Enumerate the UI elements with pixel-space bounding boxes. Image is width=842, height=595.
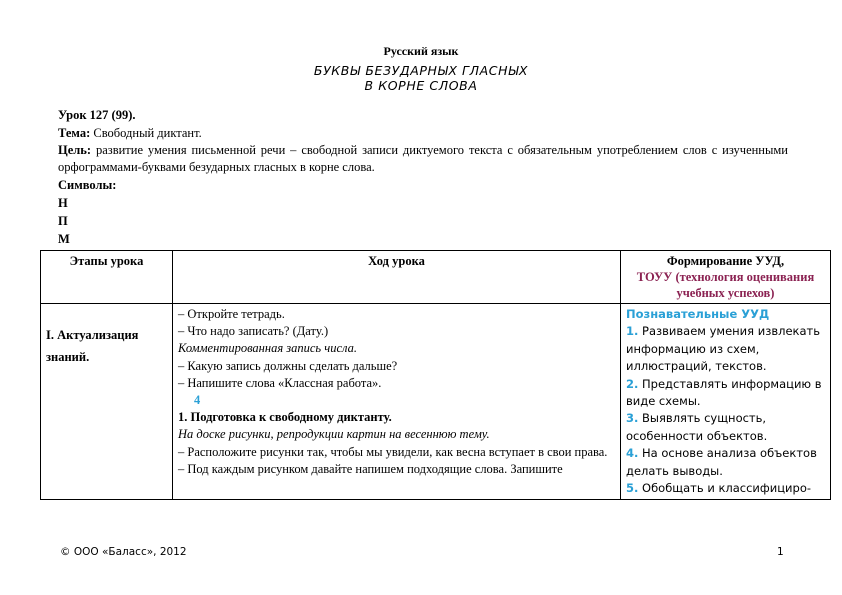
footer-copyright: © ООО «Баласс», 2012 [60, 546, 187, 558]
symbol-m: М [58, 232, 70, 246]
uud-item [626, 480, 825, 497]
symbol-p: П [58, 214, 68, 228]
uud-item-number: 2. [626, 376, 639, 391]
stage-cell: I. Актуализация знаний. [41, 304, 173, 500]
course-line: – Какую запись должны сделать дальше? [178, 358, 398, 373]
lesson-title [0, 63, 842, 93]
header-tou-label: ТОУУ (технология оценивания учебных успехов) [636, 270, 815, 300]
header-uud-label: Формирование УУД, [666, 254, 785, 268]
table-row [41, 304, 831, 500]
uud-item-number: 4. [626, 446, 639, 461]
course-line: – Что надо записать? (Дату.) [178, 324, 329, 339]
uud-item-number: 1. [626, 324, 639, 339]
course-marker-number: 4 [194, 393, 201, 408]
lesson-topic [58, 124, 788, 142]
topic-label: Тема: [58, 126, 91, 140]
course-cell [173, 304, 621, 500]
course-line: – Напишите слова «Классная работа». [178, 375, 382, 390]
course-line: На доске рисунки, репродукции картин на весеннюю тему. [178, 427, 490, 442]
course-line: Комментированная запись числа. [178, 341, 357, 356]
uud-item-text: Развиваем умения извлекать информацию из схем, иллюстраций, текстов. [626, 324, 820, 374]
goal-label: Цель: [58, 143, 92, 157]
uud-item-number: 5. [626, 481, 639, 496]
lesson-title-line-2: В КОРНЕ СЛОВА [364, 78, 478, 93]
subject-title: Русский язык [383, 44, 459, 58]
lesson-info [58, 106, 788, 248]
header-stages: Этапы урока [41, 251, 173, 304]
symbols-label: Символы: [58, 178, 117, 192]
course-line: – Под каждым рисунком давайте напишем подходящие слова. Запишите [178, 461, 563, 476]
uud-item-number: 3. [626, 411, 639, 426]
course-section-heading: 1. Подготовка к свободному диктанту. [178, 410, 392, 425]
topic-text: Свободный диктант. [93, 126, 202, 140]
uud-item-text: На основе анализа объектов делать выводы. [626, 446, 817, 478]
uud-cell [621, 304, 831, 500]
uud-item [626, 445, 825, 480]
uud-item-text: Выявлять сущность, особенности объектов. [626, 411, 768, 443]
uud-item-text: Представлять информацию в виде схемы. [626, 376, 822, 409]
lesson-goal [58, 142, 788, 176]
lesson-title-line-1: БУКВЫ БЕЗУДАРНЫХ ГЛАСНЫХ [313, 63, 529, 78]
course-line: – Откройте тетрадь. [178, 307, 285, 321]
header-uud [621, 251, 831, 304]
symbol-n: Н [58, 196, 68, 210]
uud-item [626, 410, 825, 445]
goal-text: развитие умения письменной речи – свободной записи диктуемого текста с обязательным употреблением слов с изученными орфограммами-буквами безударных гласных в корне слова. [58, 143, 788, 174]
uud-item-text: Обобщать и классифициро- [642, 481, 811, 496]
lesson-number: Урок 127 (99). [58, 108, 136, 122]
header-course: Ход урока [173, 251, 621, 304]
lesson-table [40, 250, 831, 500]
course-line: – Расположите рисунки так, чтобы мы увидели, как весна вступает в свои права. [178, 444, 608, 459]
table-header-row [41, 251, 831, 304]
uud-item [626, 376, 825, 411]
uud-title: Познавательные УУД [626, 307, 770, 321]
uud-item [626, 323, 825, 375]
page-number: 1 [777, 546, 784, 558]
